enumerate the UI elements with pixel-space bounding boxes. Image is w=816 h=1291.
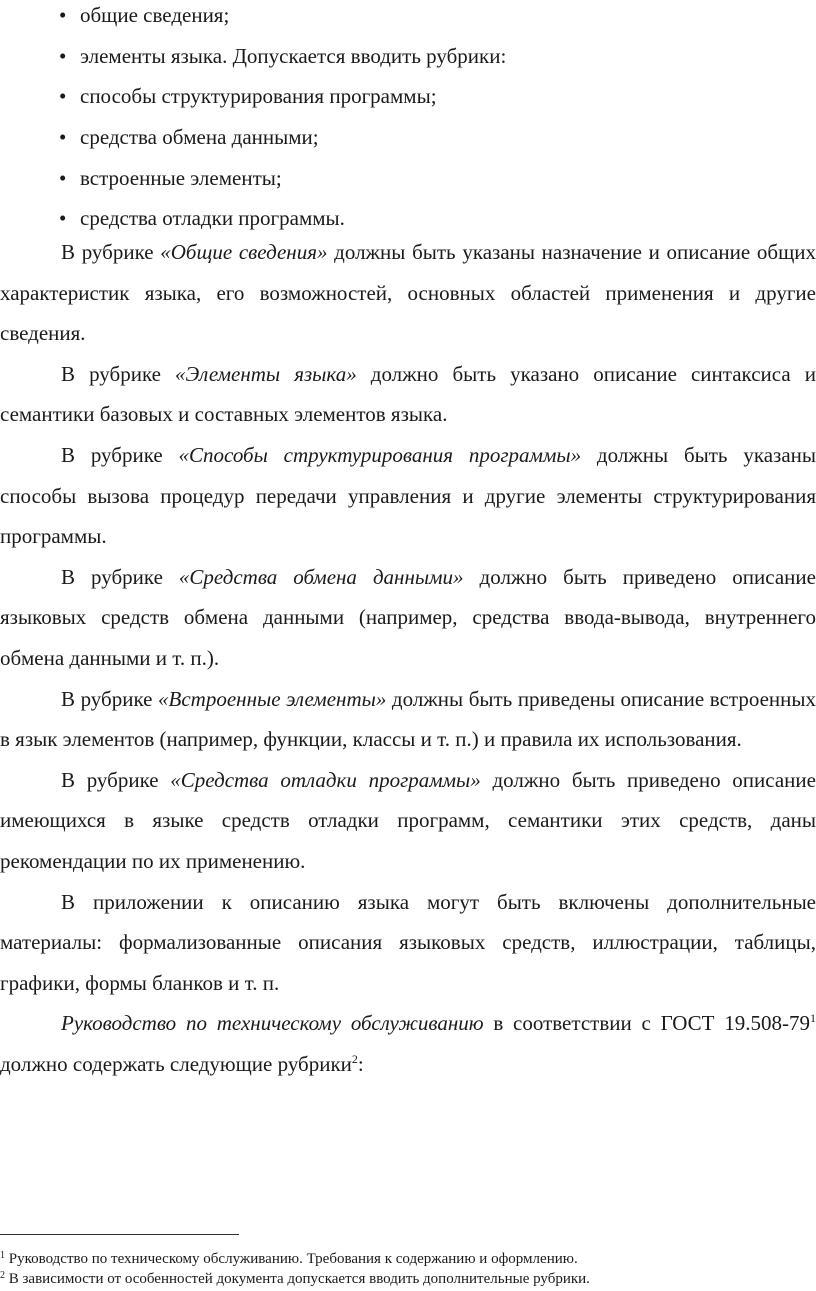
bullet-icon: •: [59, 44, 67, 68]
bullet-icon: •: [59, 206, 67, 230]
footnote-2: $^2$ В зависимости от особенностей документа допускается вводить дополнительные рубрики.: [0, 1270, 590, 1287]
footnote-ref[interactable]: 1: [810, 1011, 816, 1026]
rubric-name: «Встроенные элементы»: [158, 686, 387, 711]
footnote-mark: 2: [0, 1270, 5, 1281]
paragraph-general-info: В рубрике «Общие сведения» должны быть указаны назначение и описание общих характеристик языка, его возможностей, основных областей применения и другие сведения.: [0, 240, 816, 346]
paragraph-debugging: В рубрике «Средства отладки программы» должно быть приведено описание имеющихся в языке средств отладки программ, семантики этих средств, даны рекомендации по их применению.: [0, 767, 816, 873]
body-text: [0, 232, 816, 1084]
bullet-icon: •: [59, 166, 67, 190]
footnote-divider: [0, 1234, 239, 1235]
rubric-name: «Средства отладки программы»: [170, 767, 481, 792]
document-page: • общие сведения; • элементы языка. Допускается вводить рубрики: • способы структурирования программы; • средства обмена данными; • встроенные элементы; • средства отладки программы. В рубрике «Общие сведения» должны быть указаны назначение и описание общих характеристик языка, его возможностей, основных областей применения и другие сведения. В рубрике «Элементы языка» должно быть указано описание синтаксиса и семантики базовых и составных элементов языка. В рубрике «Способы структурирования программы» должны быть указаны способы вызова процедур передачи управления и другие элементы структурирования программы. В рубрике «Средства обмена данными» должно быть приведено описание языковых средств обмена данными (например, средства ввода-вывода, внутреннего обмена данными и т. п.). В рубрике «Встроенные элементы» должны быть приведены описание встроенных в язык элементов (например, функции, классы и т. п.) и правила их использования. В рубрике «Средства отладки программы» должно быть приведено описание имеющихся в языке средств отладки программ, семантики этих средств, даны рекомендации по их применению. В приложении к описанию языка могут быть включены дополнительные материалы: формализованные описания языковых средств, иллюстрации, таблицы, графики, формы бланков и т. п. Руководство по техническому обслуживанию в соответствии с ГОСТ $19.508-79^1$ должно содержать следующие рубрики$^2$: $^1$ Руководство по техническому обслуживанию. Требования к содержанию и оформлению. $^2$ В зависимости от особенностей документа допускается вводить дополнительные рубрики.: [0, 3, 816, 1287]
bullet-icon: •: [59, 84, 67, 108]
rubric-name: «Элементы языка»: [175, 361, 357, 386]
bullet-icon: •: [59, 125, 67, 149]
footnote-ref[interactable]: 2: [351, 1051, 358, 1066]
document-title: Руководство по техническому обслуживанию: [61, 1011, 484, 1036]
bullet-icon: •: [59, 3, 67, 27]
paragraph-maintenance-guide: Руководство по техническому обслуживанию в соответствии с ГОСТ $19.508-79^1$ должно содержать следующие рубрики$^2$:: [0, 1011, 816, 1076]
rubric-name: «Общие сведения»: [160, 240, 328, 264]
rubric-name: «Способы структурирования программы»: [178, 442, 582, 467]
rubric-name: «Средства обмена данными»: [178, 564, 464, 589]
paragraph-builtin-elements: В рубрике «Встроенные элементы» должны быть приведены описание встроенных в язык элементов (например, функции, классы и т. п.) и правила их использования.: [0, 686, 816, 752]
footnote-1: $^1$ Руководство по техническому обслуживанию. Требования к содержанию и оформлению.: [0, 1250, 578, 1267]
paragraph-data-exchange: В рубрике «Средства обмена данными» должно быть приведено описание языковых средств обмена данными (например, средства ввода-вывода, внутреннего обмена данными и т. п.).: [0, 564, 816, 670]
paragraph-appendix: В приложении к описанию языка могут быть включены дополнительные материалы: формализованные описания языковых средств, иллюстрации, таблицы, графики, формы бланков и т. п.: [0, 889, 816, 995]
footnote-mark: 1: [0, 1250, 5, 1261]
paragraph-language-elements: В рубрике «Элементы языка» должно быть указано описание синтаксиса и семантики базовых и составных элементов языка.: [0, 361, 816, 427]
paragraph-structuring: В рубрике «Способы структурирования программы» должны быть указаны способы вызова процедур передачи управления и другие элементы структурирования программы.: [0, 442, 816, 549]
